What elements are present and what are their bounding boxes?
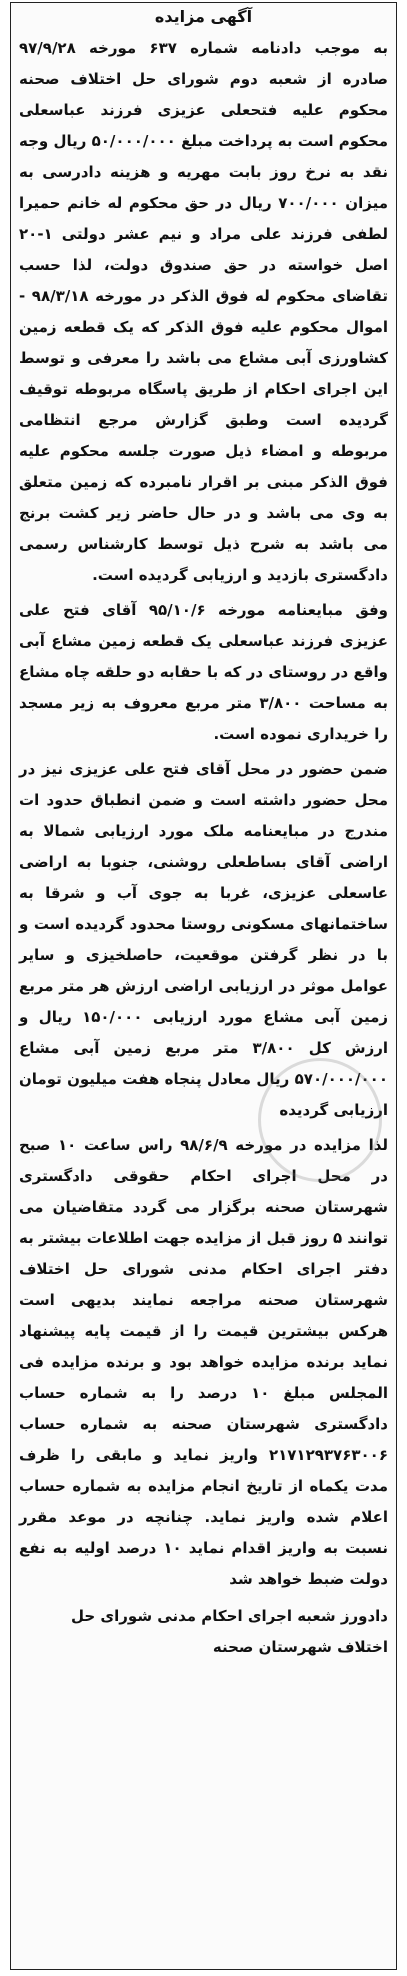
- auction-notice: [10, 2, 397, 1970]
- notice-paragraph-verdict: به موجب دادنامه شماره ۶۳۷ مورخه ۹۷/۹/۲۸ صادره از شعبه دوم شورای حل اختلاف صحنه محکوم علیه فتحعلی عزیزی فرزند عباسعلی محکوم است به پرداخت مبلغ ۵۰/۰۰۰/۰۰۰ ریال وجه نقد به نرخ روز بابت مهریه و هزینه دادرسی به میزان ۷۰۰/۰۰۰ ریال در حق محکوم له خانم حمیرا لطفی فرزند علی مراد و نیم عشر دولتی ۱-۲۰ اصل خواسته در حق صندوق دولت، لذا حسب تقاضای محکوم له فوق الذکر در مورخه ۹۸/۳/۱۸ - اموال محکوم علیه فوق الذکر که یک قطعه زمین کشاورزی آبی مشاع می باشد را معرفی و توسط این اجرای احکام از طریق پاسگاه مربوطه توقیف گردیده است وطبق گزارش مرجع انتظامی مربوطه و امضاء ذیل صورت جلسه محکوم علیه فوق الذکر مبنی بر اقرار نامبرده که زمین متعلق به وی می باشد و در حال حاضر زیر کشت برنج می باشد به شرح ذیل توسط کارشناس رسمی دادگستری بازدید و ارزیابی گردیده است.: [19, 39, 389, 584]
- notice-paragraph-auction-terms: لذا مزایده در مورخه ۹۸/۶/۹ راس ساعت ۱۰ صبح در محل اجرای احکام حقوقی دادگستری شهرستان صحنه برگزار می گردد متقاضیان می توانند ۵ روز قبل از مزایده جهت اطلاعات بیشتر به دفتر اجرای احکام مدنی شورای حل اختلاف شهرستان صحنه مراجعه نمایند بدیهی است هرکس بیشترین قیمت را از قیمت پایه پیشنهاد نماید برنده مزایده خواهد بود و برنده مزایده فی المجلس مبلغ ۱۰ درصد را به شماره حساب دادگستری شهرستان صحنه به شماره حساب ۲۱۷۱۲۹۳۷۶۳۰۰۶ واریز نماید و مابقی را ظرف مدت یکماه از تاریخ انجام مزایده به شماره حساب اعلام شده واریز نماید. چنانچه در موعد مقرر نسبت به واریز اقدام نماید ۱۰ درصد اولیه به نفع دولت ضبط خواهد شد: [19, 1136, 389, 1588]
- notice-paragraph-appraisal: ضمن حضور در محل آقای فتح علی عزیزی نیز در محل حضور داشته است و ضمن انطباق حدود ات مندرج در مبایعنامه ملک مورد ارزیابی شمالا به اراضی آقای بساطعلی روشنی، جنوبا به اراضی عاسعلی عزیزی، غربا به جوی آب و شرقا به ساختمانهای مسکونی روستا محدود گردیده است و با در نظر گرفتن موقعیت، حاصلخیزی و سایر عوامل موثر در ارزیابی اراضی ارزش هر متر مربع زمین آبی مشاع مورد ارزیابی ۱۵۰/۰۰۰ ریال و ارزش کل ۳/۸۰۰ متر مربع زمین آبی مشاع ۵۷۰/۰۰۰/۰۰۰ ریال معادل پنجاه هفت میلیون تومان ارزیابی گردیده: [19, 760, 389, 1119]
- notice-paragraph-purchase-agreement: وفق مبایعنامه مورخه ۹۵/۱۰/۶ آقای فتح علی عزیزی فرزند عباسعلی یک قطعه زمین مشاع آبی واقع در روستای در که با حقابه دو حلقه چاه مشاع به مساحت ۳/۸۰۰ متر مربع معروف به زیر مسجد را خریداری نموده است.: [19, 601, 389, 743]
- notice-title: آگهی مزایده: [154, 7, 253, 26]
- notice-signature: دادورز شعبه اجرای احکام مدنی شورای حل اختلاف شهرستان صحنه: [70, 1607, 388, 1656]
